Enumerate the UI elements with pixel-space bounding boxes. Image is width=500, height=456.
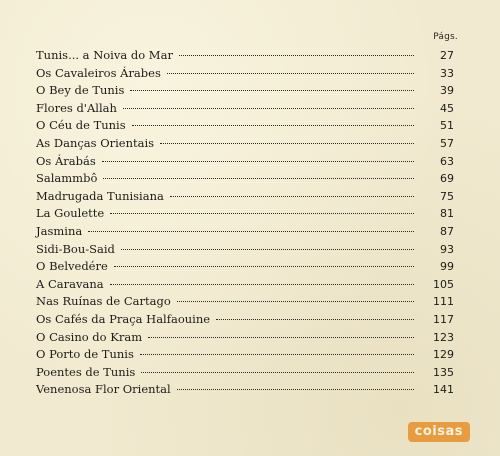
dot-leader	[110, 212, 414, 214]
toc-entry-page: 135	[433, 365, 454, 379]
toc-entry	[36, 135, 454, 153]
dot-leader	[216, 318, 414, 320]
toc-entry	[36, 153, 454, 171]
toc-entry	[36, 346, 454, 364]
toc-entry	[36, 293, 454, 311]
toc-entry	[36, 188, 454, 206]
toc-entry-title: O Casino do Kram	[36, 329, 143, 344]
toc-entry-title: O Belvedére	[36, 259, 108, 274]
toc-entry	[36, 100, 454, 118]
dot-leader	[103, 177, 414, 179]
toc-entry-page: 27	[440, 49, 454, 62]
dot-leader	[177, 388, 414, 390]
toc-entry-page: 123	[433, 330, 454, 344]
pages-column-header: Págs.	[433, 32, 458, 42]
dot-leader	[130, 89, 414, 91]
toc-entry-title: O Céu de Tunis	[36, 118, 126, 133]
toc-entry-page: 81	[440, 207, 454, 221]
toc-entry-page: 39	[440, 84, 454, 98]
dot-leader	[141, 371, 414, 373]
toc-entry-title: Flores d'Allah	[36, 100, 117, 115]
toc-entry	[36, 276, 454, 294]
dot-leader	[121, 248, 414, 250]
toc-entry-title: Nas Ruínas de Cartago	[36, 294, 171, 309]
dot-leader	[114, 265, 414, 267]
toc-entry	[36, 65, 454, 83]
toc-entry-title: Jasmina	[36, 223, 83, 238]
toc-entry-title: La Goulette	[36, 206, 105, 221]
watermark-logo: coisas	[408, 422, 470, 442]
toc-entry	[36, 223, 454, 241]
toc-entry-title: Tunis... a Noiva do Mar	[36, 48, 173, 62]
dot-leader	[167, 72, 414, 74]
toc-entry-page: 99	[440, 260, 454, 274]
toc-entry	[36, 258, 454, 276]
toc-entry-page: 51	[440, 119, 454, 133]
dot-leader	[110, 283, 414, 285]
toc-entry-title: Salammbô	[36, 171, 98, 186]
dot-leader	[132, 124, 414, 126]
toc-entry	[36, 205, 454, 223]
toc-entry-title: Os Árabás	[36, 153, 96, 168]
toc-entry	[36, 381, 454, 399]
toc-entry-page: 33	[440, 66, 454, 80]
toc-entry-page: 75	[440, 189, 454, 203]
toc-entry-title: Madrugada Tunisiana	[36, 188, 164, 203]
toc-entry-page: 69	[440, 172, 454, 186]
toc-entry-page: 141	[433, 383, 454, 397]
toc-entry-title: Os Cavaleiros Árabes	[36, 65, 161, 80]
dot-leader	[160, 142, 414, 144]
toc-entry-page: 57	[440, 136, 454, 150]
toc-entry	[36, 241, 454, 259]
toc-entry-page: 105	[433, 277, 454, 291]
toc-entry-title: Venenosa Flor Oriental	[36, 382, 171, 397]
dot-leader	[140, 353, 414, 355]
toc-entry-page: 87	[440, 224, 454, 238]
toc-entry-title: Poentes de Tunis	[36, 364, 136, 379]
toc-entry-page: 111	[433, 295, 454, 309]
toc-entry-page: 93	[440, 242, 454, 256]
dot-leader	[148, 336, 414, 338]
toc-entry-title: As Danças Orientais	[36, 135, 155, 150]
toc-entry	[36, 117, 454, 135]
dot-leader	[170, 195, 414, 197]
toc-entry-title: A Caravana	[36, 276, 104, 291]
dot-leader	[123, 107, 414, 109]
toc-entry	[36, 170, 454, 188]
toc-entry-title: Sidi-Bou-Said	[36, 241, 115, 256]
toc-entry	[36, 364, 454, 382]
toc-entry-page: 117	[433, 312, 454, 326]
table-of-contents	[36, 47, 454, 399]
dot-leader	[102, 160, 414, 162]
dot-leader	[88, 230, 414, 232]
toc-entry-page: 129	[433, 348, 454, 362]
toc-entry-title: O Porto de Tunis	[36, 347, 134, 362]
toc-entry-page: 63	[440, 154, 454, 168]
toc-entry	[36, 329, 454, 347]
toc-entry	[36, 47, 454, 65]
toc-entry-title: O Bey de Tunis	[36, 83, 125, 98]
toc-entry-title: Os Cafés da Praça Halfaouine	[36, 311, 211, 326]
dot-leader	[177, 300, 414, 302]
toc-entry-page: 45	[440, 101, 454, 115]
toc-entry	[36, 82, 454, 100]
dot-leader	[179, 54, 414, 56]
toc-entry	[36, 311, 454, 329]
